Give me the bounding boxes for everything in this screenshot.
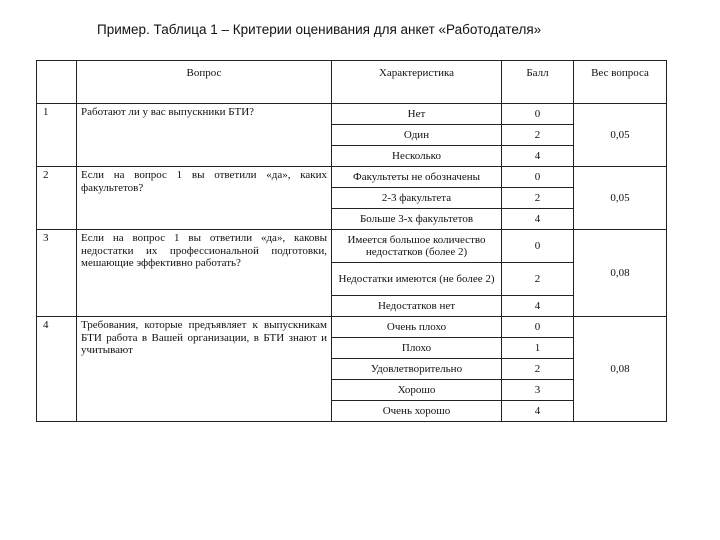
weight-cell: 0,08 <box>574 317 667 422</box>
points-cell: 2 <box>502 359 574 380</box>
question-number: 2 <box>37 167 77 230</box>
weight-cell: 0,08 <box>574 230 667 317</box>
table-row <box>37 317 667 338</box>
header-num <box>37 61 77 104</box>
points-cell: 0 <box>502 317 574 338</box>
characteristic-cell: Нет <box>332 104 502 125</box>
points-cell: 4 <box>502 401 574 422</box>
characteristic-cell: Один <box>332 125 502 146</box>
criteria-table <box>36 60 667 422</box>
characteristic-cell: Хорошо <box>332 380 502 401</box>
question-number: 1 <box>37 104 77 167</box>
points-cell: 2 <box>502 125 574 146</box>
characteristic-cell: Недостатков нет <box>332 296 502 317</box>
characteristic-cell: Факультеты не обозначены <box>332 167 502 188</box>
characteristic-cell: Недостатки имеются (не более 2) <box>332 263 502 296</box>
table-header-row <box>37 61 667 104</box>
characteristic-cell: Очень хорошо <box>332 401 502 422</box>
points-cell: 0 <box>502 167 574 188</box>
header-points: Балл <box>502 61 574 104</box>
characteristic-cell: Плохо <box>332 338 502 359</box>
points-cell: 0 <box>502 230 574 263</box>
question-text: Требования, которые предъявляет к выпускникам БТИ работа в Вашей организации, в БТИ знают и учитывают <box>77 317 332 422</box>
points-cell: 4 <box>502 209 574 230</box>
characteristic-cell: Несколько <box>332 146 502 167</box>
header-weight: Вес вопроса <box>574 61 667 104</box>
question-number: 3 <box>37 230 77 317</box>
characteristic-cell: Удовлетворительно <box>332 359 502 380</box>
characteristic-cell: Имеется большое количество недостатков (более 2) <box>332 230 502 263</box>
points-cell: 0 <box>502 104 574 125</box>
characteristic-cell: Больше 3-х факультетов <box>332 209 502 230</box>
points-cell: 1 <box>502 338 574 359</box>
question-number: 4 <box>37 317 77 422</box>
points-cell: 3 <box>502 380 574 401</box>
weight-cell: 0,05 <box>574 167 667 230</box>
points-cell: 4 <box>502 296 574 317</box>
question-text: Работают ли у вас выпускники БТИ? <box>77 104 332 167</box>
question-text: Если на вопрос 1 вы ответили «да», каковы недостатки их профессиональной подготовки, мешающие эффективно работать? <box>77 230 332 317</box>
header-question: Вопрос <box>77 61 332 104</box>
question-text: Если на вопрос 1 вы ответили «да», каких факультетов? <box>77 167 332 230</box>
table-row <box>37 167 667 188</box>
characteristic-cell: 2-3 факультета <box>332 188 502 209</box>
points-cell: 2 <box>502 188 574 209</box>
table-row <box>37 104 667 125</box>
points-cell: 2 <box>502 263 574 296</box>
header-characteristic: Характеристика <box>332 61 502 104</box>
table-row <box>37 230 667 263</box>
characteristic-cell: Очень плохо <box>332 317 502 338</box>
weight-cell: 0,05 <box>574 104 667 167</box>
points-cell: 4 <box>502 146 574 167</box>
page-title: Пример. Таблица 1 – Критерии оценивания для анкет «Работодателя» <box>97 22 542 37</box>
